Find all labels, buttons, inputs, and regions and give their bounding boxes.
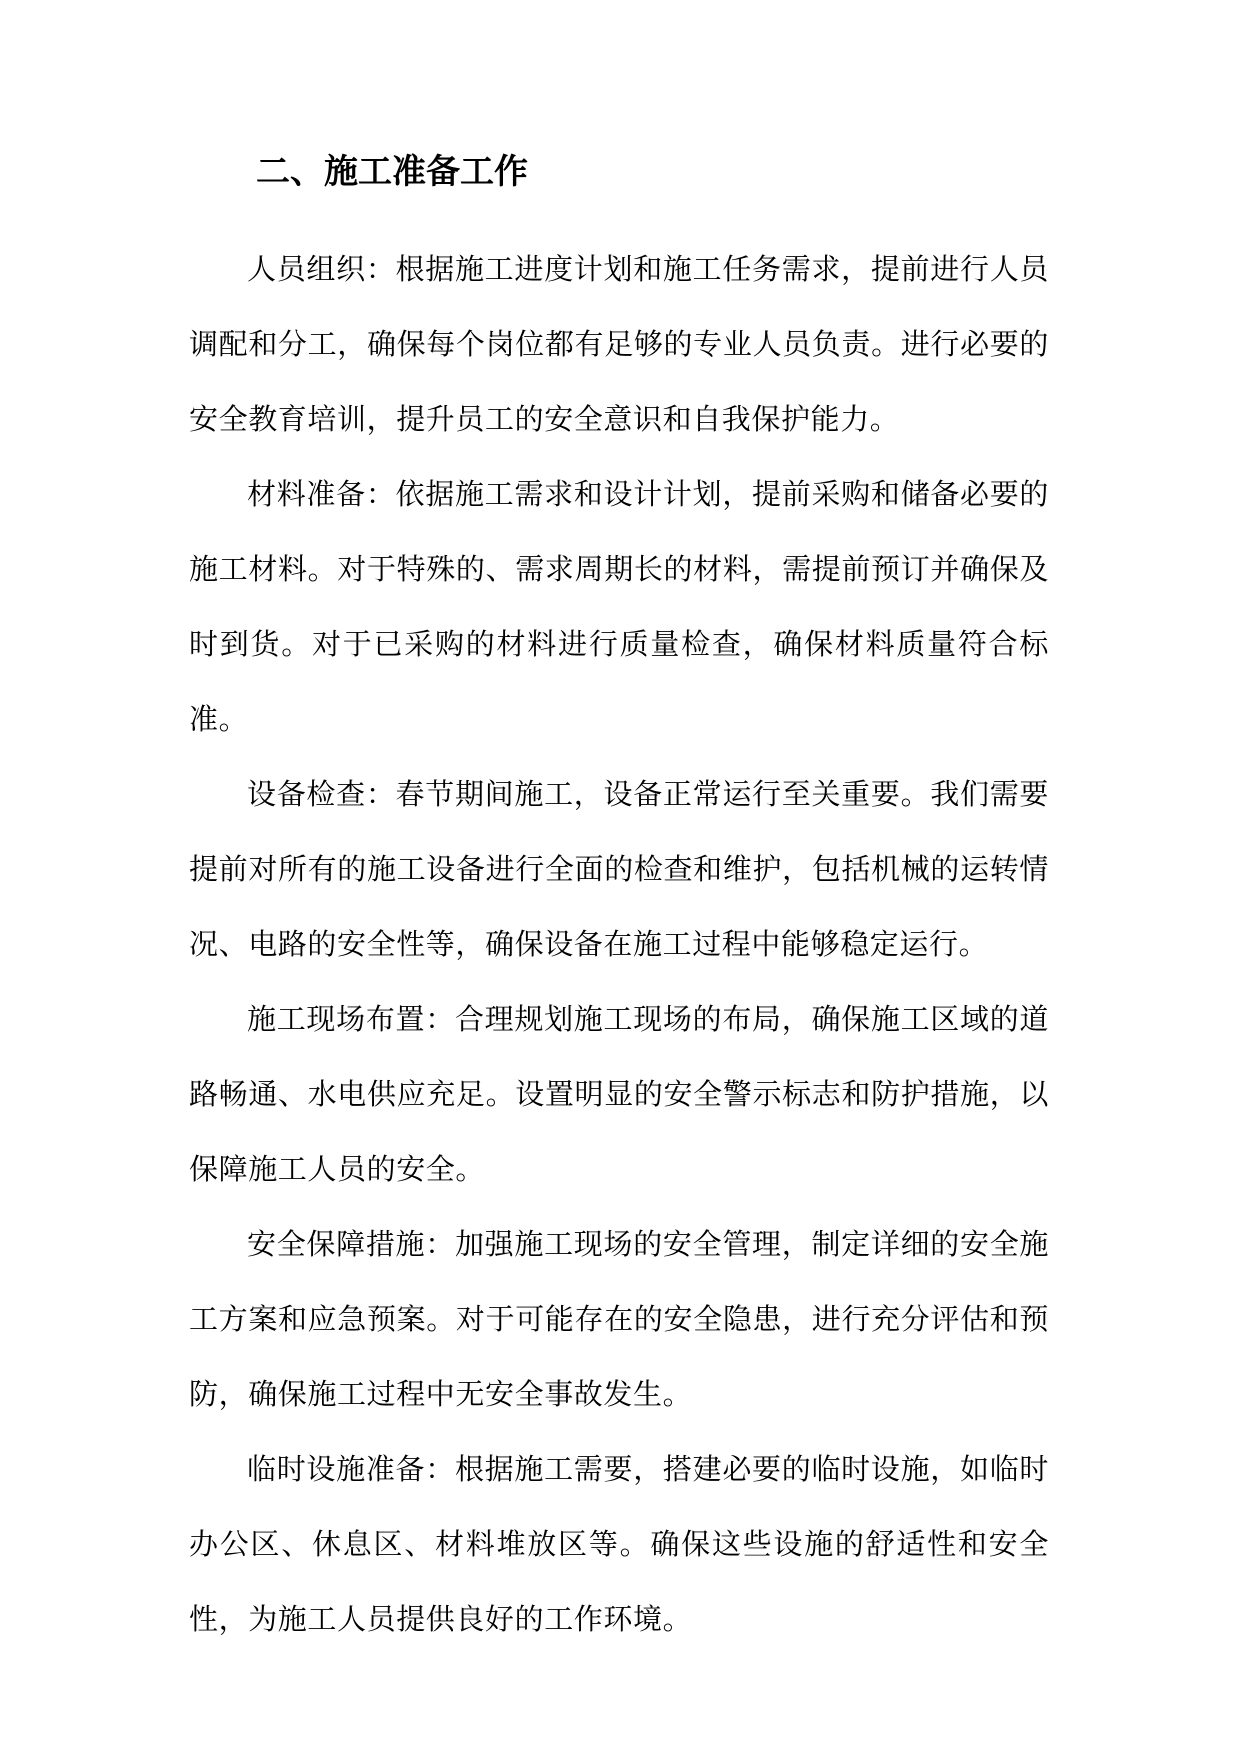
paragraph-site-layout: 施工现场布置：合理规划施工现场的布局，确保施工区域的道路畅通、水电供应充足。设置明显的安全警示标志和防护措施，以保障施工人员的安全。 [189,1002,1049,1186]
section-heading: 二、施工准备工作 [256,152,528,192]
paragraph-safety-measures: 安全保障措施：加强施工现场的安全管理，制定详细的安全施工方案和应急预案。对于可能存在的安全隐患，进行充分评估和预防，确保施工过程中无安全事故发生。 [189,1227,1049,1411]
paragraph-equipment: 设备检查：春节期间施工，设备正常运行至关重要。我们需要提前对所有的施工设备进行全面的检查和维护，包括机械的运转情况、电路的安全性等，确保设备在施工过程中能够稳定运行。 [189,777,1049,961]
paragraph-personnel: 人员组织：根据施工进度计划和施工任务需求，提前进行人员调配和分工，确保每个岗位都有足够的专业人员负责。进行必要的安全教育培训，提升员工的安全意识和自我保护能力。 [189,252,1049,436]
document-body [189,232,1049,1657]
paragraph-temporary-facilities: 临时设施准备：根据施工需要，搭建必要的临时设施，如临时办公区、休息区、材料堆放区等。确保这些设施的舒适性和安全性，为施工人员提供良好的工作环境。 [189,1452,1049,1636]
paragraph-materials: 材料准备：依据施工需求和设计计划，提前采购和储备必要的施工材料。对于特殊的、需求周期长的材料，需提前预订并确保及时到货。对于已采购的材料进行质量检查，确保材料质量符合标准。 [189,477,1049,736]
